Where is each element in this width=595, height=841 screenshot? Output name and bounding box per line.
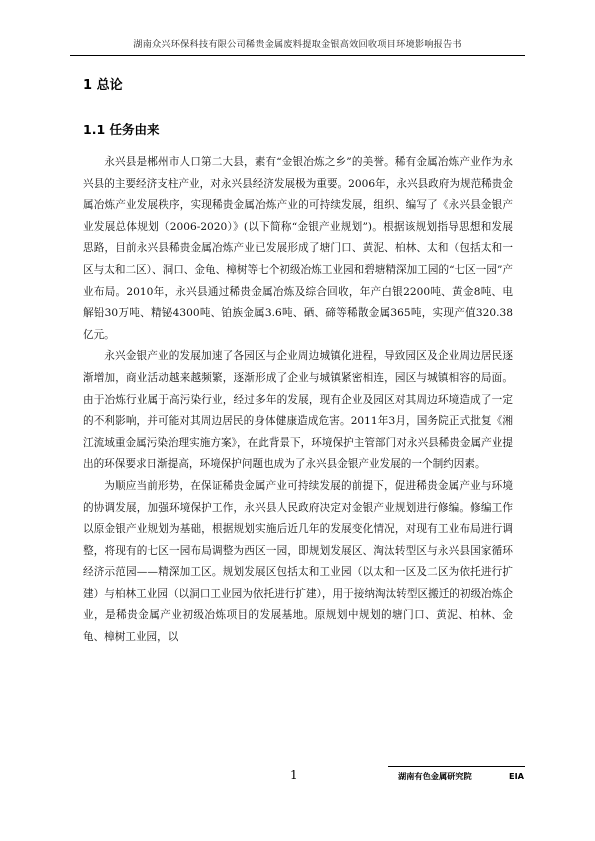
paragraph: 为顺应当前形势，在保证稀贵金属产业可持续发展的前提下，促进稀贵金属产业与环境的协调发展，加强环境保护工作，永兴县人民政府决定对金银产业规划进行修编。修编工作以原金银产业规划为基础，根据规划实施后近几年的发展变化情况，对现有工业布局进行调整，将现有的七区一园布局调整为西区一园，即规划发展区、淘汰转型区与永兴县国家循环经济示范园——精深加工区。规划发展区包括太和工业园（以太和一区及二区为依托进行扩建）与柏林工业园（以洞口工业园为依托进行扩建），用于接纳淘汰转型区搬迁的初级冶炼企业，是稀贵金属产业初级冶炼项目的发展基地。原规划中规划的塘门口、黄泥、柏林、金龟、樟树工业园，以 [83,479,513,644]
section-title: 1.1 任务由来 [83,122,160,137]
chapter-title: 1 总论 [83,78,123,93]
body-text [83,152,513,649]
footer-code: EIA [509,771,524,781]
paragraph: 永兴县是郴州市人口第二大县，素有“金银冶炼之乡”的美誉。稀有金属冶炼产业作为永兴县的主要经济支柱产业，对永兴县经济发展极为重要。2006年，永兴县政府为规范稀贵金属冶炼产业发展秩序，实现稀贵金属冶炼产业的可持续发展，组织、编写了《永兴县金银产业发展总体规划（2006-2020）》(以下简称“金银产业规划”)。根据该规划指导思想和发展思路，目前永兴县稀贵金属冶炼产业已发展形成了塘门口、黄泥、柏林、太和（包括太和一区与太和二区）、洞口、金龟、樟树等七个初级冶炼工业园和碧塘精深加工园的“七区一园”产业布局。2010年，永兴县通过稀贵金属冶炼及综合回收，年产白银2200吨、黄金8吨、电解铅30万吨、精铋4300吨、铂族金属3.6吨、硒、碲等稀散金属365吨，实现产值320.38亿元。 [83,156,513,341]
paragraph: 永兴金银产业的发展加速了各园区与企业周边城镇化进程，导致园区及企业周边居民逐渐增加，商业活动越来越频繁，逐渐形成了企业与城镇紧密相连，园区与城镇相容的局面。由于冶炼行业属于高污染行业，经过多年的发展，现有企业及园区对其周边环境造成了一定的不利影响，并可能对其周边居民的身体健康造成危害。2011年3月，国务院正式批复《湘江流域重金属污染治理实施方案》，在此背景下，环境保护主管部门对永兴县稀贵金属产业提出的环保要求日渐提高，环境保护问题也成为了永兴县金银产业发展的一个制约因素。 [83,350,513,471]
footer-institute: 湖南有色金属研究院 [398,771,472,781]
page-number: 1 [290,768,298,782]
running-header: 湖南众兴环保科技有限公司稀贵金属废料提取金银高效回收项目环境影响报告书 [133,39,462,50]
footer-divider [388,766,525,767]
header-divider [70,55,525,56]
